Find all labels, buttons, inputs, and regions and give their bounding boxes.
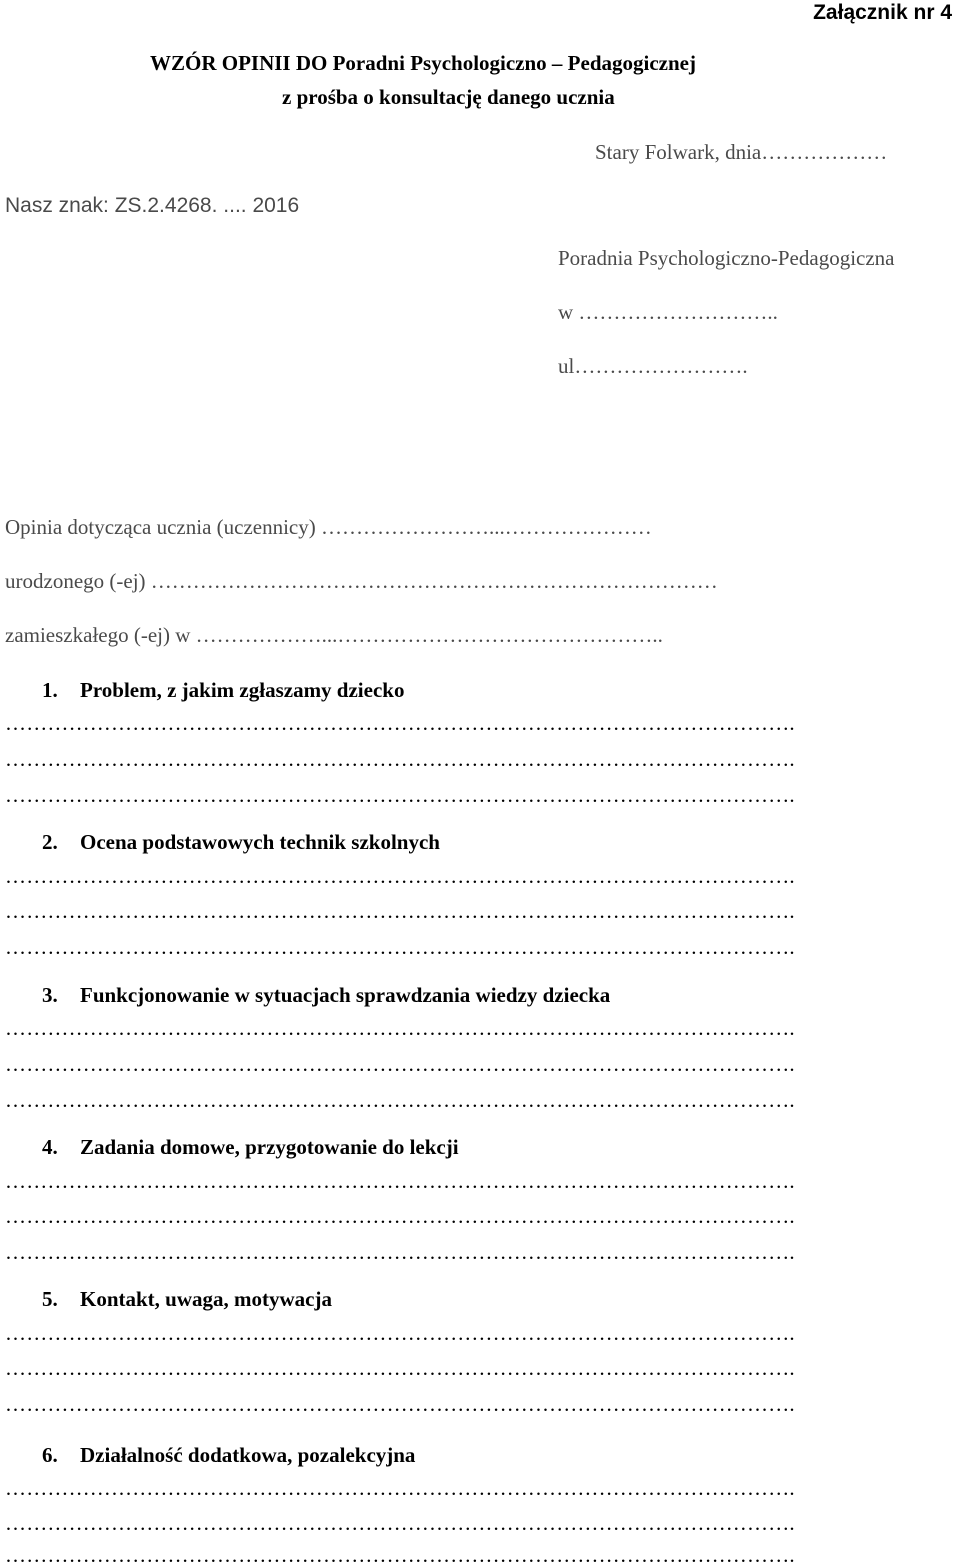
section-number: 4.	[42, 1135, 58, 1159]
dotted-answer-line: ………………………………………………………………………………………………….	[5, 783, 795, 807]
document-title-line-2: z prośba o konsultację danego ucznia	[282, 85, 615, 109]
dotted-answer-line: ………………………………………………………………………………………………….	[5, 899, 795, 923]
dotted-answer-line: ………………………………………………………………………………………………….	[5, 1088, 795, 1112]
section-title: Ocena podstawowych technik szkolnych	[80, 830, 440, 854]
dotted-answer-line: ………………………………………………………………………………………………….	[5, 747, 795, 771]
section-number: 5.	[42, 1287, 58, 1311]
dotted-answer-line: ………………………………………………………………………………………………….	[5, 1240, 795, 1264]
recipient-name: Poradnia Psychologiczno-Pedagogiczna	[558, 246, 895, 270]
section-number: 1.	[42, 678, 58, 702]
dotted-answer-line: ………………………………………………………………………………………………….	[5, 1321, 795, 1345]
dotted-answer-line: ………………………………………………………………………………………………….	[5, 1016, 795, 1040]
document-title-line-1: WZÓR OPINII DO Poradni Psychologiczno – Pedagogicznej	[150, 51, 696, 75]
attachment-label: Załącznik nr 4	[813, 1, 952, 24]
section-number: 2.	[42, 830, 58, 854]
dotted-answer-line: ………………………………………………………………………………………………….	[5, 1356, 795, 1380]
section-number: 6.	[42, 1443, 58, 1467]
section-title: Działalność dodatkowa, pozalekcyjna	[80, 1443, 416, 1467]
section-title: Zadania domowe, przygotowanie do lekcji	[80, 1135, 459, 1159]
residence-field: zamieszkałego (-ej) w ………………...………………………………………..	[5, 623, 663, 647]
dotted-answer-line: ………………………………………………………………………………………………….	[5, 1543, 795, 1567]
dotted-answer-line: ………………………………………………………………………………………………….	[5, 1052, 795, 1076]
reference-number: Nasz znak: ZS.2.4268. .... 2016	[5, 194, 300, 217]
dotted-answer-line: ………………………………………………………………………………………………….	[5, 864, 795, 888]
birth-field: urodzonego (-ej) ………………………………………………………………………	[5, 569, 718, 593]
place-and-date: Stary Folwark, dnia………………	[595, 140, 888, 164]
section-title: Problem, z jakim zgłaszamy dziecko	[80, 678, 405, 702]
dotted-answer-line: ………………………………………………………………………………………………….	[5, 711, 795, 735]
opinion-about-student-field: Opinia dotycząca ucznia (uczennicy) ……………………...…………………	[5, 515, 652, 539]
recipient-street: ul…………………….	[558, 354, 748, 378]
section-title: Kontakt, uwaga, motywacja	[80, 1287, 332, 1311]
dotted-answer-line: ………………………………………………………………………………………………….	[5, 1511, 795, 1535]
dotted-answer-line: ………………………………………………………………………………………………….	[5, 1169, 795, 1193]
dotted-answer-line: ………………………………………………………………………………………………….	[5, 1476, 795, 1500]
dotted-answer-line: ………………………………………………………………………………………………….	[5, 935, 795, 959]
dotted-answer-line: ………………………………………………………………………………………………….	[5, 1392, 795, 1416]
recipient-city: w ………………………..	[558, 300, 778, 324]
section-title: Funkcjonowanie w sytuacjach sprawdzania wiedzy dziecka	[80, 983, 611, 1007]
section-number: 3.	[42, 983, 58, 1007]
dotted-answer-line: ………………………………………………………………………………………………….	[5, 1204, 795, 1228]
